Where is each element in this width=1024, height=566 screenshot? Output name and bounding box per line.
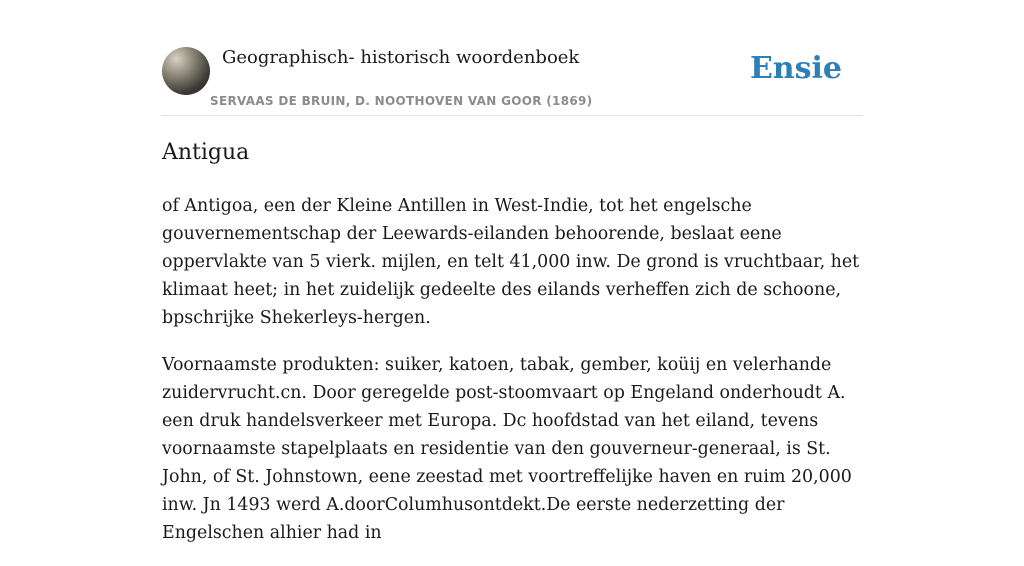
book-cover-avatar[interactable] bbox=[162, 47, 210, 95]
ensie-logo[interactable]: Ensie bbox=[749, 51, 842, 86]
header bbox=[162, 40, 862, 116]
book-title[interactable]: Geographisch- historisch woordenboek bbox=[222, 47, 580, 68]
entry-body bbox=[162, 192, 862, 566]
book-authors: SERVAAS DE BRUIN, D. NOOTHOVEN VAN GOOR (1869) bbox=[210, 94, 593, 108]
entry-title: Antigua bbox=[162, 140, 250, 165]
entry-paragraph: Voornaamste produkten: suiker, katoen, tabak, gember, koüij en velerhande zuidervrucht.cn. Door geregelde post-stoomvaart op Engeland onderhoudt A. een druk handelsverkeer met Europa. Dc hoofdstad van het eiland, tevens voornaamste stapelplaats en residentie van den gouverneur-generaal, is St. John, of St. Johnstown, eene zeestad met voortreffelijke haven en ruim 20,000 inw. Jn 1493 werd A.doorColumhusontdekt.De eerste nederzetting der Engelschen alhier had in bbox=[162, 355, 852, 543]
entry-paragraph: of Antigoa, een der Kleine Antillen in West-Indie, tot het engelsche gouvernementschap der Leewards-eilanden behoorende, beslaat eene oppervlakte van 5 vierk. mijlen, en telt 41,000 inw. De grond is vruchtbaar, het klimaat heet; in het zuidelijk gedeelte des eilands verheffen zich de schoone, bpschrijke Shekerleys-hergen. bbox=[162, 196, 860, 328]
